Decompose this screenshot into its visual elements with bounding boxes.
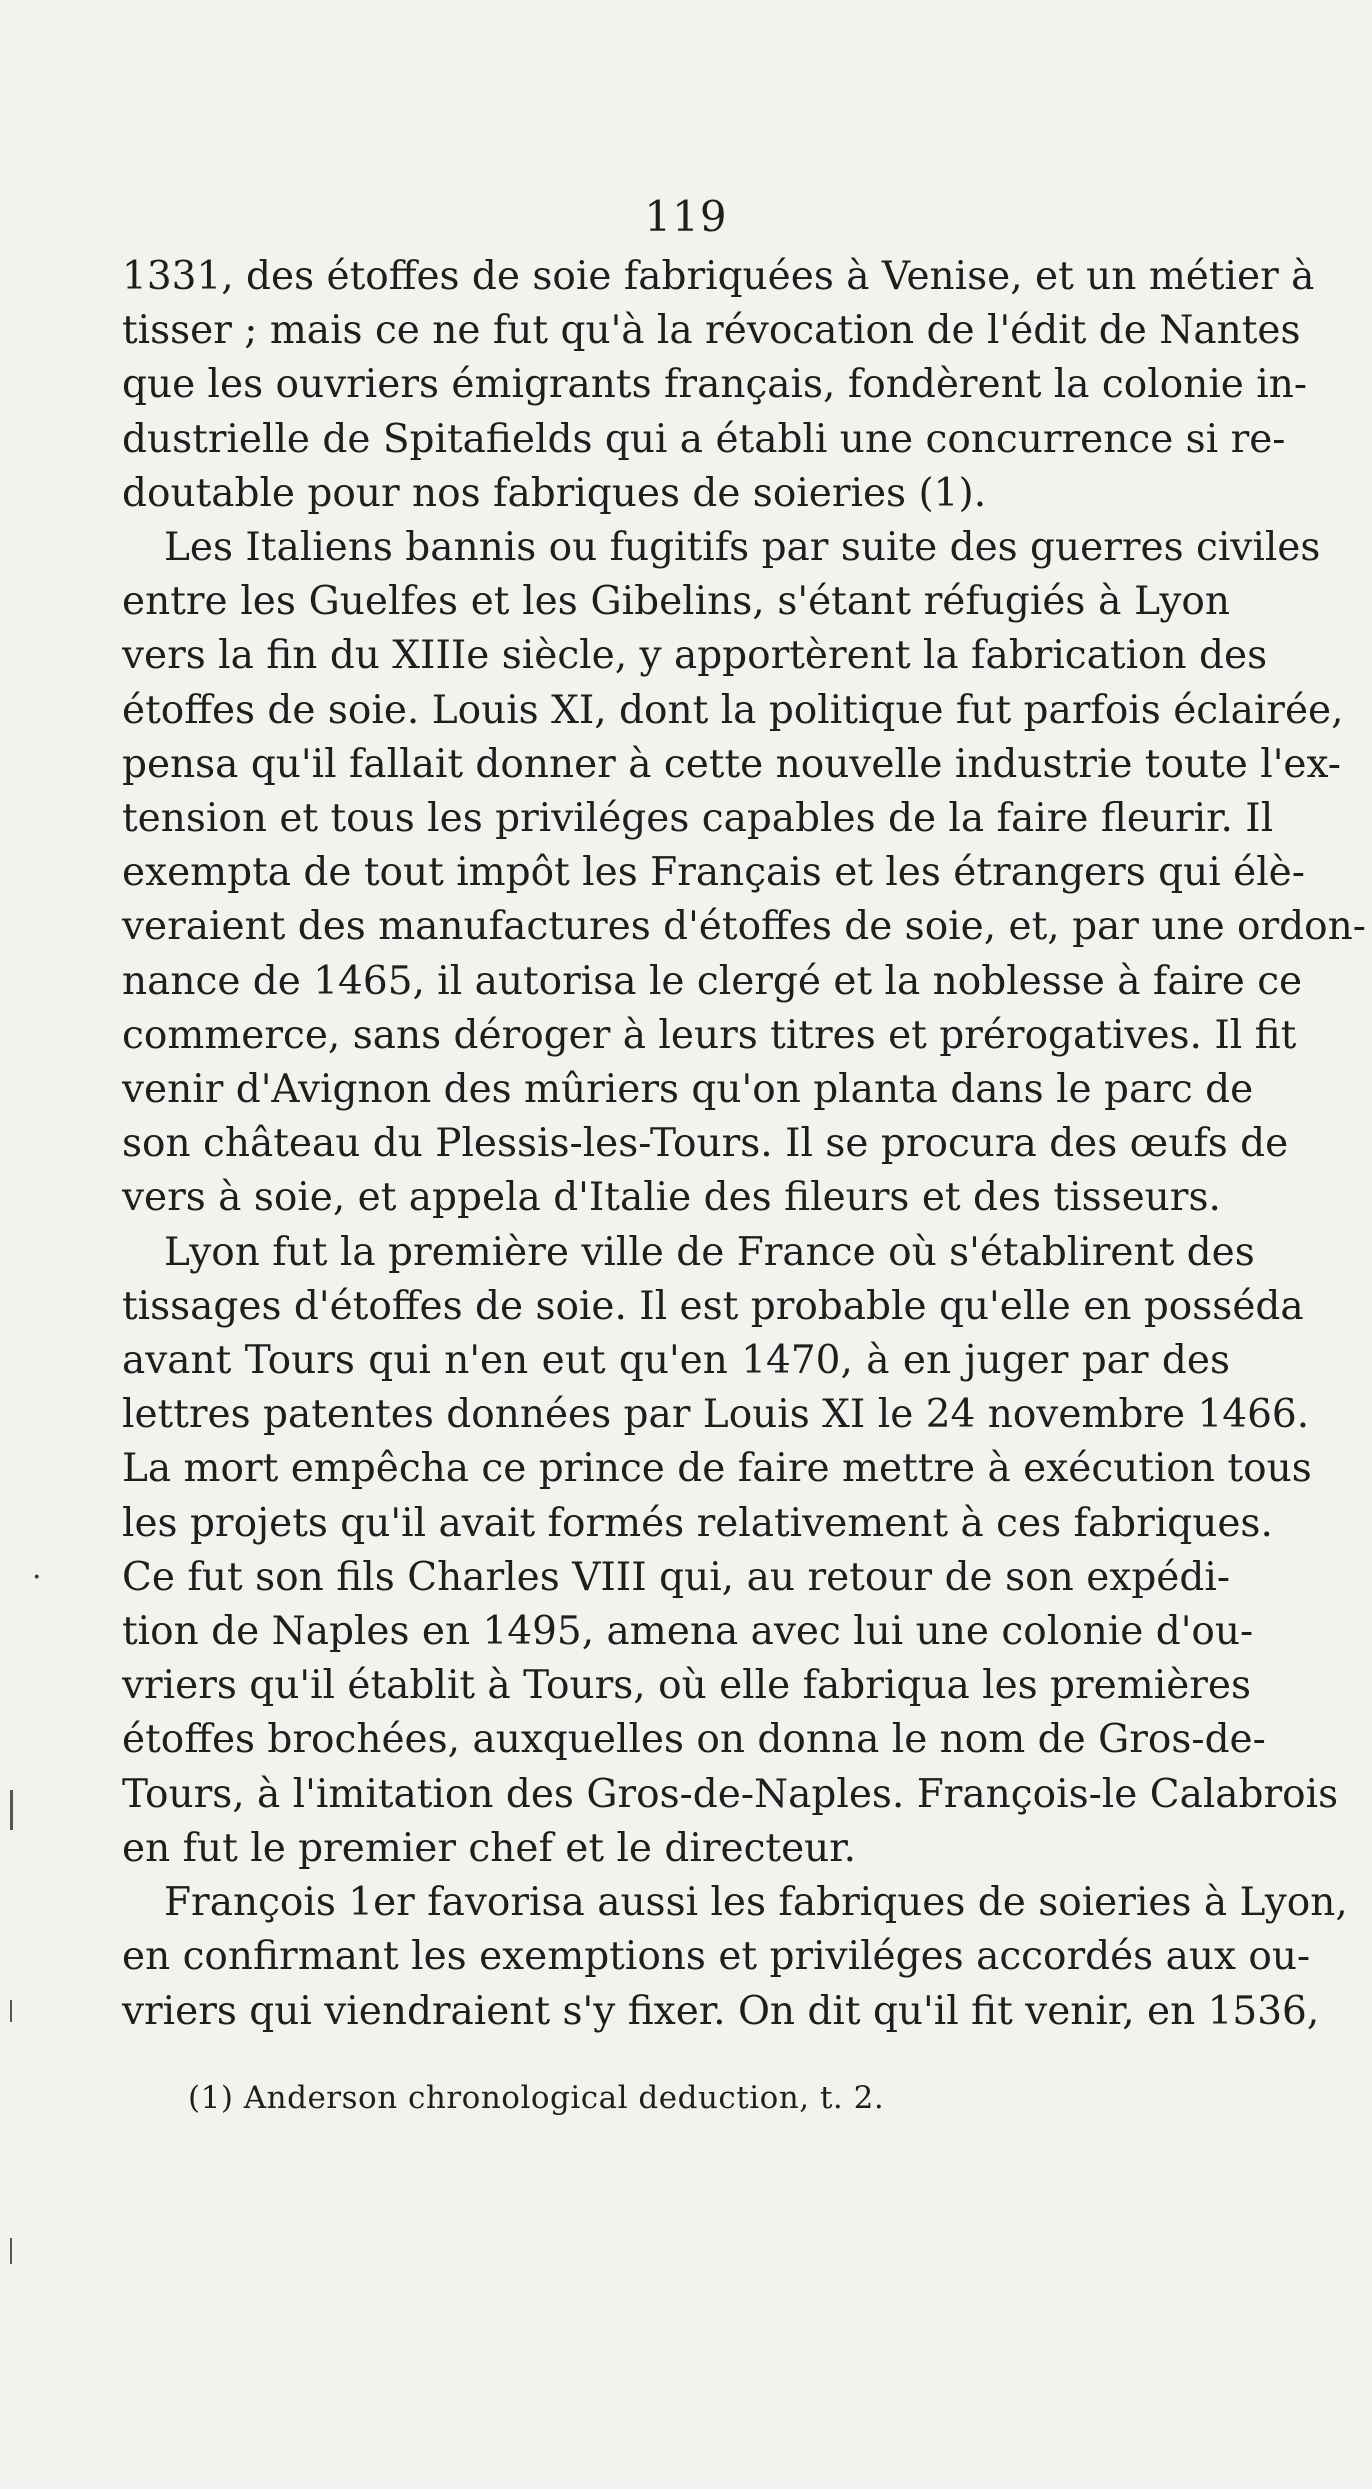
text-line: lettres patentes données par Louis XI le 24 novembre 1466. bbox=[122, 1392, 1310, 1438]
margin-mark bbox=[10, 2238, 12, 2264]
text-line: son château du Plessis-les-Tours. Il se procura des œufs de bbox=[122, 1121, 1289, 1167]
text-line: vriers qui viendraient s'y fixer. On dit qu'il fit venir, en 1536, bbox=[122, 1988, 1320, 2034]
text-line: Les Italiens bannis ou fugitifs par suite des guerres civiles bbox=[164, 525, 1321, 571]
text-line: François 1er favorisa aussi les fabriques de soieries à Lyon, bbox=[164, 1880, 1348, 1926]
text-line: étoffes de soie. Louis XI, dont la politique fut parfois éclairée, bbox=[122, 687, 1344, 733]
text-line: nance de 1465, il autorisa le clergé et la noblesse à faire ce bbox=[122, 958, 1303, 1004]
body-text bbox=[122, 250, 1366, 2039]
text-line: les projets qu'il avait formés relativement à ces fabriques. bbox=[122, 1500, 1273, 1546]
text-line: dustrielle de Spitafields qui a établi une concurrence si re- bbox=[122, 416, 1286, 462]
text-line: tion de Naples en 1495, amena avec lui une colonie d'ou- bbox=[122, 1609, 1254, 1655]
text-line: Ce fut son fils Charles VIII qui, au retour de son expédi- bbox=[122, 1554, 1230, 1600]
paragraph-4 bbox=[122, 1876, 1348, 2039]
text-line: pensa qu'il fallait donner à cette nouvelle industrie toute l'ex- bbox=[122, 741, 1341, 787]
text-line: La mort empêcha ce prince de faire mettre à exécution tous bbox=[122, 1446, 1312, 1492]
text-line: vriers qu'il établit à Tours, où elle fabriqua les premières bbox=[122, 1663, 1252, 1709]
text-line: vers à soie, et appela d'Italie des fileurs et des tisseurs. bbox=[122, 1175, 1221, 1221]
text-line: veraient des manufactures d'étoffes de soie, et, par une ordon- bbox=[122, 904, 1366, 950]
text-line: doutable pour nos fabriques de soieries (1). bbox=[122, 470, 987, 516]
margin-dot: · bbox=[32, 1560, 42, 1595]
text-line: Tours, à l'imitation des Gros-de-Naples. François-le Calabrois bbox=[122, 1771, 1339, 1817]
text-line: entre les Guelfes et les Gibelins, s'étant réfugiés à Lyon bbox=[122, 579, 1230, 625]
margin-mark bbox=[10, 1790, 13, 1830]
text-line: 1331, des étoffes de soie fabriquées à Venise, et un métier à bbox=[122, 254, 1315, 299]
text-line: tisser ; mais ce ne fut qu'à la révocation de l'édit de Nantes bbox=[122, 308, 1301, 354]
margin-mark bbox=[10, 2000, 12, 2022]
paragraph-2 bbox=[122, 521, 1366, 1226]
text-line: tension et tous les priviléges capables de la faire fleurir. Il bbox=[122, 796, 1274, 842]
text-line: vers la fin du XIIIe siècle, y apportèrent la fabrication des bbox=[122, 633, 1268, 679]
text-line: étoffes brochées, auxquelles on donna le nom de Gros-de- bbox=[122, 1717, 1266, 1763]
paragraph-3 bbox=[122, 1226, 1339, 1876]
text-line: en confirmant les exemptions et priviléges accordés aux ou- bbox=[122, 1934, 1311, 1980]
paragraph-1 bbox=[122, 250, 1315, 521]
page-number: 119 bbox=[644, 192, 728, 241]
text-line: tissages d'étoffes de soie. Il est probable qu'elle en posséda bbox=[122, 1283, 1304, 1329]
text-line: que les ouvriers émigrants français, fondèrent la colonie in- bbox=[122, 362, 1308, 408]
text-line: venir d'Avignon des mûriers qu'on planta dans le parc de bbox=[122, 1067, 1254, 1113]
text-line: Lyon fut la première ville de France où s'établirent des bbox=[164, 1229, 1255, 1275]
text-line: en fut le premier chef et le directeur. bbox=[122, 1825, 857, 1871]
footnote: (1) Anderson chronological deduction, t. 2. bbox=[188, 2080, 885, 2116]
text-line: exempta de tout impôt les Français et les étrangers qui élè- bbox=[122, 850, 1305, 896]
text-line: commerce, sans déroger à leurs titres et prérogatives. Il fit bbox=[122, 1012, 1297, 1058]
text-line: avant Tours qui n'en eut qu'en 1470, à en juger par des bbox=[122, 1338, 1230, 1384]
